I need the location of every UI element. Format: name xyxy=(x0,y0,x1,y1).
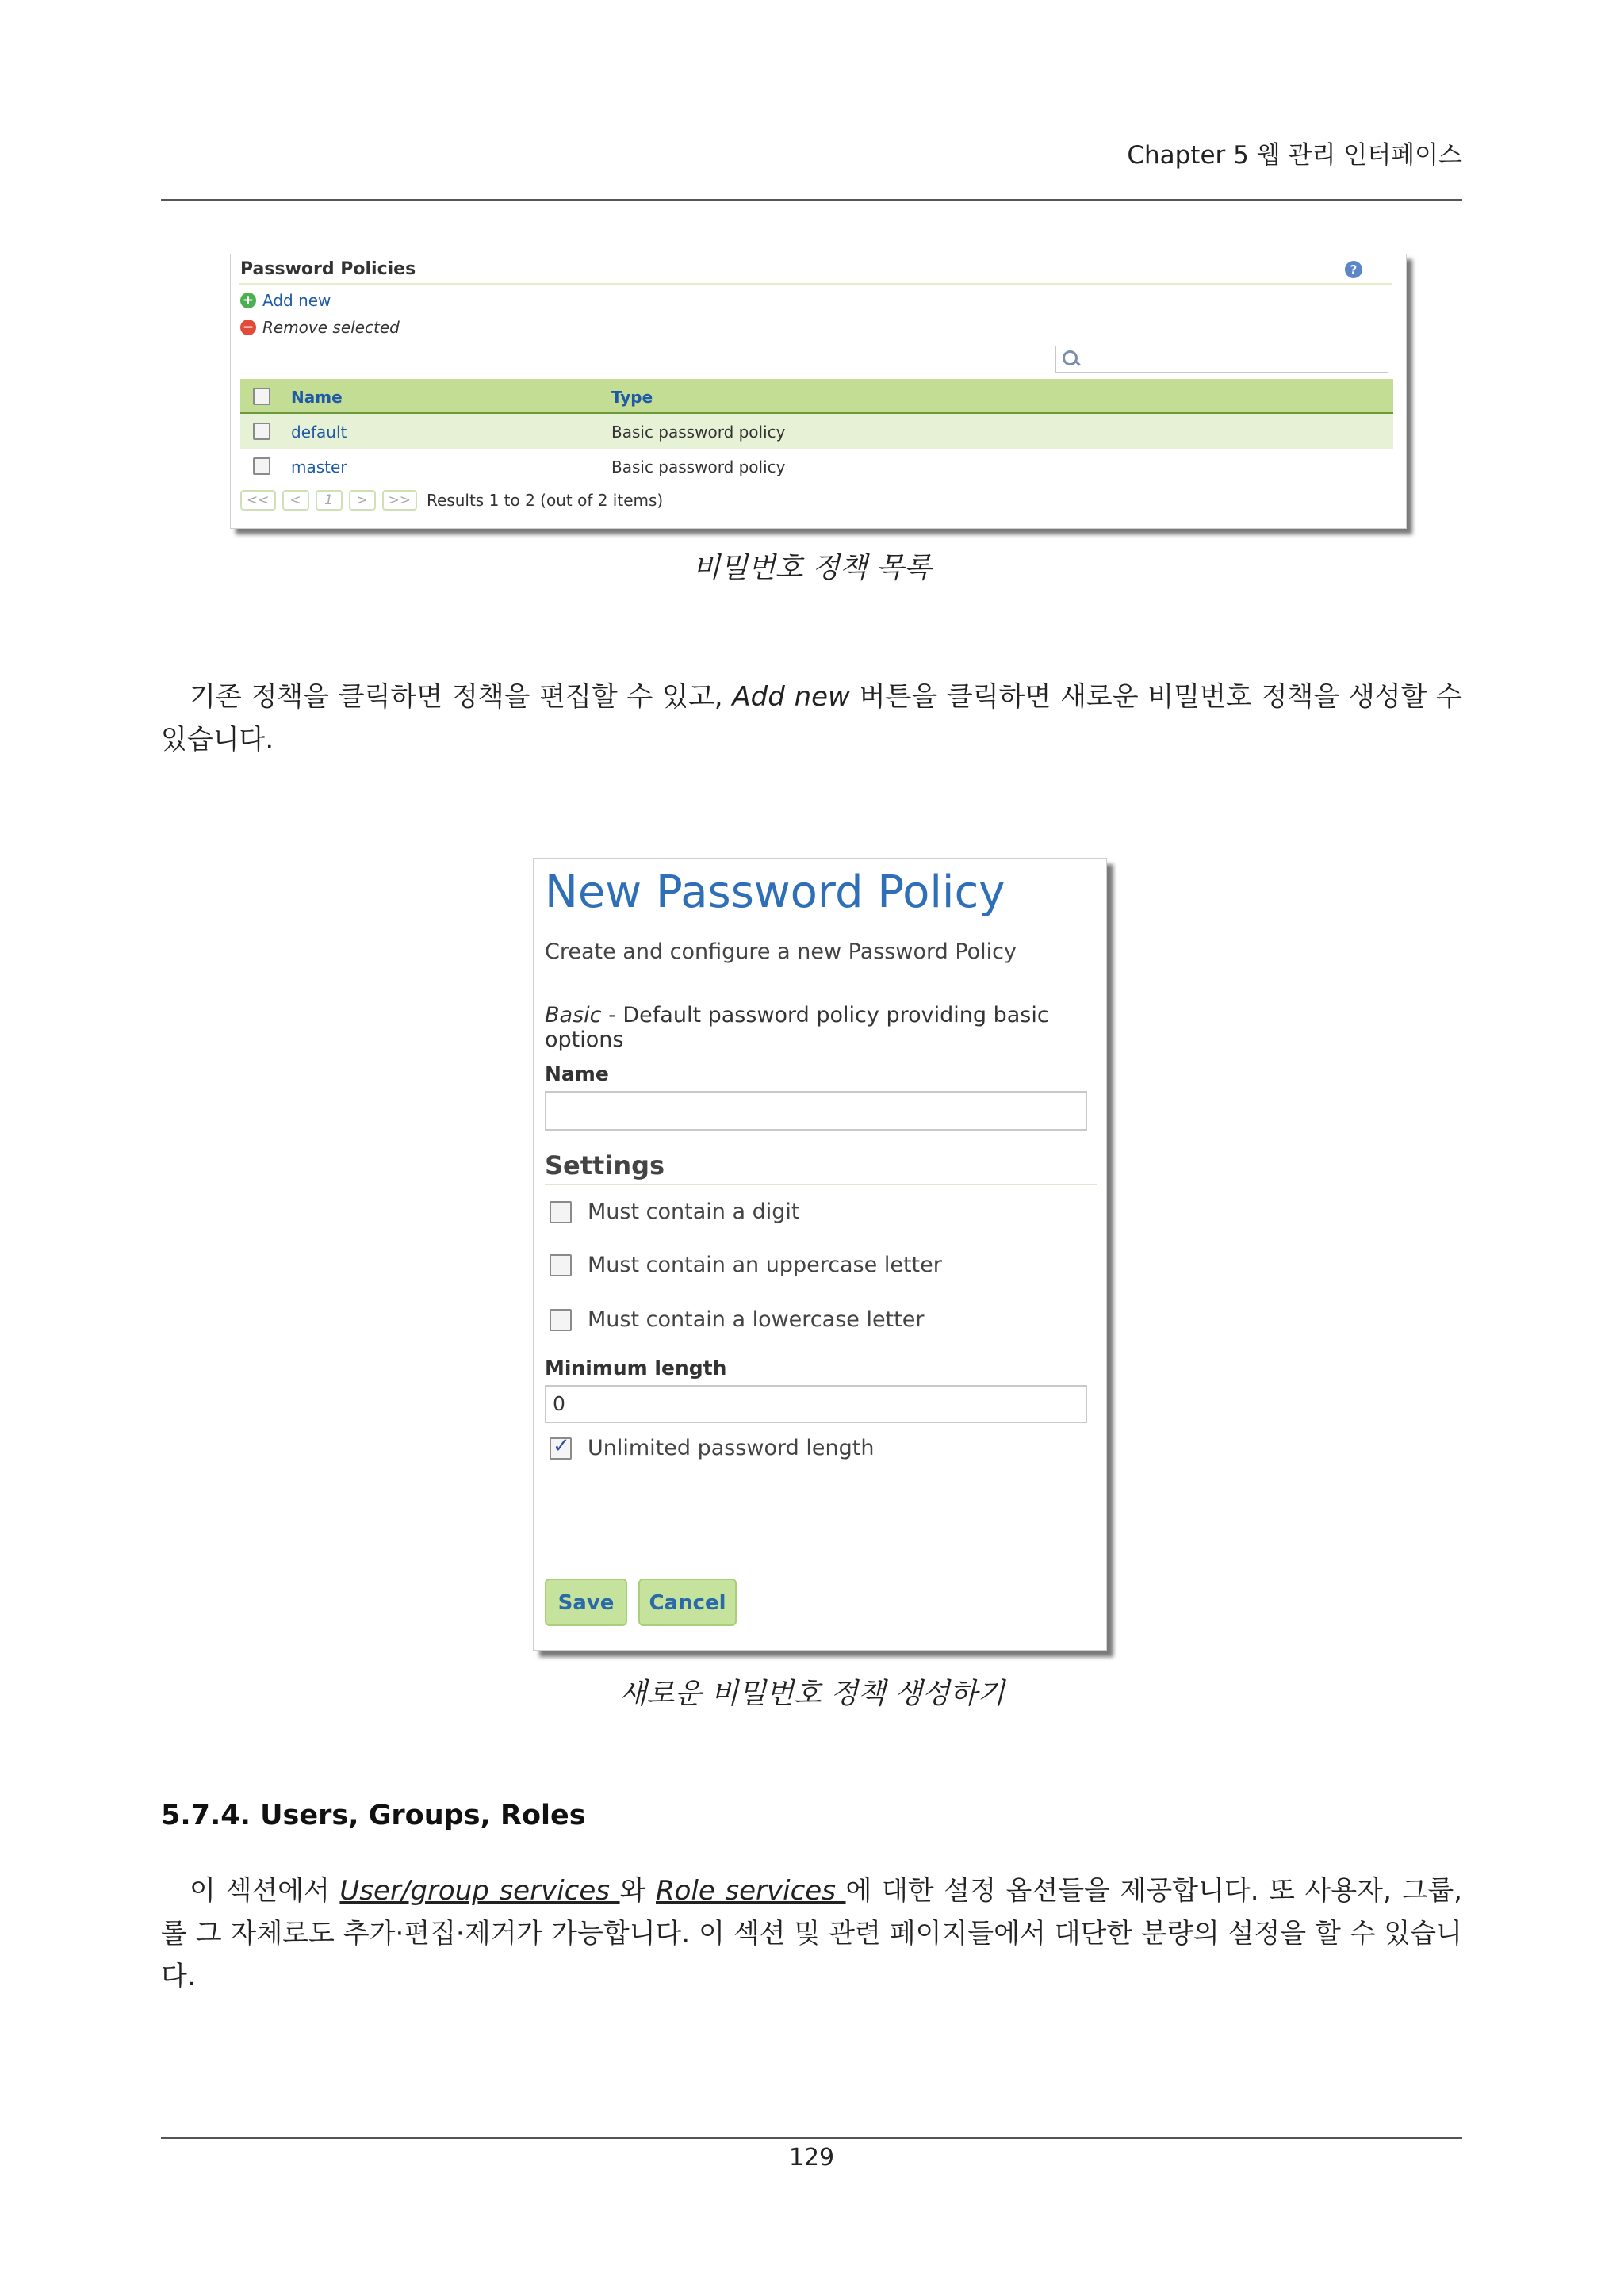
row-checkbox[interactable] xyxy=(253,457,270,475)
row-checkbox[interactable] xyxy=(253,423,270,440)
lowercase-label: Must contain a lowercase letter xyxy=(588,1307,925,1332)
lowercase-checkbox[interactable] xyxy=(550,1309,572,1331)
remove-selected-link[interactable] xyxy=(240,318,400,337)
remove-icon: − xyxy=(240,320,256,335)
uppercase-option[interactable] xyxy=(550,1253,942,1277)
name-input[interactable] xyxy=(545,1091,1087,1131)
next-page-button[interactable]: > xyxy=(349,490,376,511)
unlimited-length-checkbox[interactable] xyxy=(550,1437,572,1460)
uppercase-label: Must contain an uppercase letter xyxy=(588,1253,942,1277)
cancel-button[interactable]: Cancel xyxy=(638,1578,737,1626)
paragraph: 이 섹션에서 User/group services 와 Role services 에 대한 설정 옵션들을 제공합니다. 또 사용자, 그룹, 롤 그 자체로도 추가·편집·제거가 가능합니다. 이 섹션 및 관련 페이지들에서 대단한 분량의 설정을 할 수 있습니다. xyxy=(161,1875,1462,1992)
unlimited-length-label: Unlimited password length xyxy=(588,1436,875,1460)
column-name-header[interactable]: Name xyxy=(291,388,343,407)
figure-caption: 새로운 비밀번호 정책 생성하기 xyxy=(619,1678,1005,1710)
digit-option[interactable] xyxy=(550,1200,799,1224)
policy-type: Basic password policy xyxy=(611,423,786,442)
min-length-input[interactable]: 0 xyxy=(545,1385,1087,1423)
dialog-title: New Password Policy xyxy=(545,867,1005,918)
add-new-link[interactable] xyxy=(240,291,331,310)
add-new-label: Add new xyxy=(262,291,331,310)
settings-divider xyxy=(545,1184,1097,1185)
table-header xyxy=(240,379,1393,414)
min-length-label: Minimum length xyxy=(545,1357,727,1380)
table-row xyxy=(240,414,1393,449)
policy-type-description: Basic - Default password policy providing basic options xyxy=(545,1003,1049,1052)
figure-caption: 비밀번호 정책 목록 xyxy=(692,552,932,584)
uppercase-checkbox[interactable] xyxy=(550,1254,572,1276)
digit-label: Must contain a digit xyxy=(588,1200,800,1224)
password-policies-panel xyxy=(230,254,1407,529)
page-number: 129 xyxy=(788,2144,835,2172)
dialog-subtitle: Create and configure a new Password Policy xyxy=(545,939,1017,964)
policy-name-link[interactable]: master xyxy=(291,457,347,476)
add-icon: + xyxy=(240,293,256,308)
pagination xyxy=(240,490,663,511)
new-password-policy-dialog xyxy=(533,858,1107,1651)
policy-type: Basic password policy xyxy=(611,457,786,476)
role-services-link[interactable]: Role services xyxy=(656,1875,846,1907)
help-icon[interactable]: ? xyxy=(1345,261,1362,278)
chapter-header: Chapter 5 웹 관리 인터페이스 xyxy=(1127,141,1462,170)
first-page-button[interactable]: << xyxy=(240,490,276,511)
paragraph: 기존 정책을 클릭하면 정책을 편집할 수 있고, Add new 버튼을 클릭하면 새로운 비밀번호 정책을 생성할 수 있습니다. xyxy=(161,681,1462,756)
table-row xyxy=(240,449,1393,484)
column-type-header[interactable]: Type xyxy=(611,388,653,407)
footer-rule xyxy=(161,2137,1462,2139)
select-all-checkbox[interactable] xyxy=(253,388,270,405)
search-input[interactable] xyxy=(1055,346,1388,373)
policy-name-link[interactable]: default xyxy=(291,423,347,442)
add-new-reference: Add new xyxy=(732,681,850,713)
lowercase-option[interactable] xyxy=(550,1307,924,1332)
page-1-button[interactable]: 1 xyxy=(316,490,343,511)
results-count: Results 1 to 2 (out of 2 items) xyxy=(427,491,664,510)
name-label: Name xyxy=(545,1062,609,1085)
digit-checkbox[interactable] xyxy=(550,1201,572,1223)
panel-title: Password Policies xyxy=(240,259,416,279)
header-rule xyxy=(161,199,1462,201)
title-divider xyxy=(239,283,1392,285)
prev-page-button[interactable]: < xyxy=(282,490,309,511)
settings-heading: Settings xyxy=(545,1150,665,1181)
section-heading: 5.7.4. Users, Groups, Roles xyxy=(161,1800,586,1831)
remove-selected-label: Remove selected xyxy=(262,318,400,337)
last-page-button[interactable]: >> xyxy=(382,490,418,511)
user-group-services-link[interactable]: User/group services xyxy=(339,1875,620,1907)
save-button[interactable]: Save xyxy=(545,1578,627,1626)
unlimited-length-option[interactable] xyxy=(550,1436,874,1460)
